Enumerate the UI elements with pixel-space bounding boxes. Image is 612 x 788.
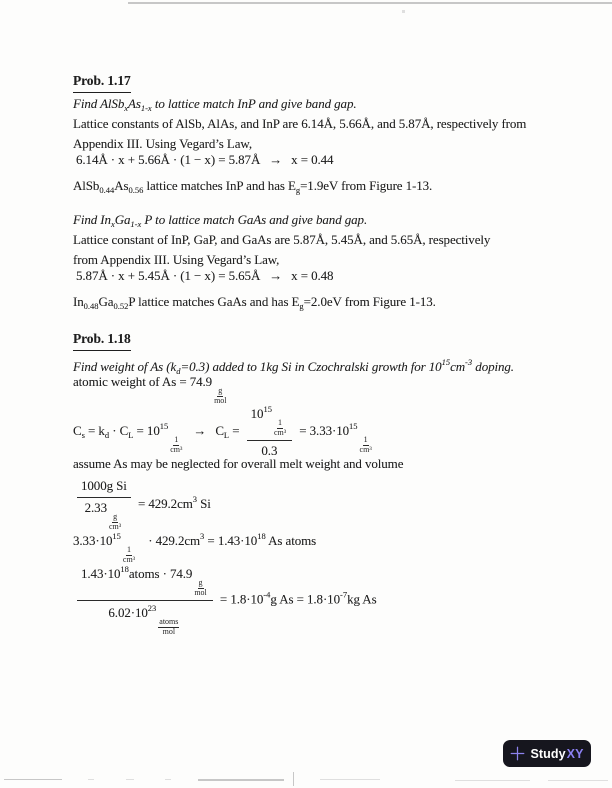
scan-artifact (4, 779, 62, 780)
seg: Lattice constant of InP, GaP, and GaAs are 5.87Å, 5.45Å, and 5.65Å, respectively (73, 232, 491, 247)
sup: 18 (257, 531, 266, 541)
seg: assume As may be neglected for overall melt weight and volume (73, 456, 404, 471)
heading-text: Prob. 1.17 (73, 71, 131, 93)
seg: kg As (347, 591, 377, 607)
seg: 2.33 (84, 499, 107, 515)
sub: s (81, 429, 85, 440)
denominator: 0.3 (261, 443, 278, 459)
seg: = (229, 422, 243, 438)
unit-fraction-g-per-mol (194, 579, 206, 598)
sup: -3 (465, 357, 473, 367)
seg: atoms (159, 617, 179, 627)
fraction (77, 564, 213, 637)
seg: cm³ (273, 428, 287, 438)
scan-artifact (548, 780, 608, 781)
prob-118-heading (73, 329, 131, 351)
scan-artifact (128, 2, 612, 4)
scan-artifact (198, 779, 284, 781)
result-line-ingap (73, 292, 436, 316)
sub: 1-x (130, 219, 142, 229)
sup: -4 (263, 589, 271, 600)
seg: 1 (126, 545, 131, 554)
seg: mol (214, 396, 227, 406)
sup: 15 (159, 420, 169, 431)
seg: x = 0.44 (291, 152, 334, 167)
sub: d (104, 429, 110, 440)
seg: mol (162, 627, 176, 637)
sub: g (295, 185, 301, 195)
sub: 0.56 (128, 185, 144, 195)
seg: cm (450, 359, 466, 374)
sub: 0.44 (99, 185, 115, 195)
seg: C (73, 422, 82, 438)
seg: 10 (250, 406, 264, 421)
seg: 6.02·10 (108, 605, 148, 621)
seg: 1.43·10 (81, 566, 121, 581)
seg: AlSb (73, 178, 100, 193)
seg: = 429.2cm (134, 495, 193, 511)
seg: Appendix III. Using Vegard’s Law, (73, 136, 253, 151)
scan-artifact (455, 780, 530, 781)
seg: 6.14Å · x + 5.66Å · (1 − x) = 5.87Å (76, 152, 261, 167)
scan-artifact (402, 10, 405, 13)
seg: Lattice constants of AlSb, AlAs, and InP are 6.14Å, 5.66Å, and 5.87Å, respectively from (73, 116, 527, 131)
sub: d (176, 366, 181, 376)
assumption-note (73, 454, 403, 474)
seg: doping. (472, 359, 514, 374)
seg: to lattice match InP and give band gap. (151, 96, 357, 111)
denominator (85, 498, 124, 532)
numerator (77, 564, 213, 601)
seg: lattice matches InP and has E (143, 178, 296, 193)
fraction (247, 404, 292, 460)
seg: = 1.43·10 (204, 533, 258, 548)
sup: 15 (112, 531, 121, 541)
sup: 3 (192, 493, 198, 504)
vegard-equation-1 (76, 152, 333, 168)
seg: C (215, 422, 224, 438)
seg: 3.33·10 (73, 533, 113, 548)
seg: Find AlSb (73, 96, 125, 111)
sub: 1-x (140, 103, 152, 113)
seg: g (113, 511, 118, 521)
seg: 1 (278, 418, 283, 427)
sup: 15 (441, 357, 451, 367)
seg: cm³ (359, 445, 372, 455)
sup: 18 (120, 564, 129, 574)
sup: 15 (349, 420, 358, 431)
atoms-count-equation (73, 531, 316, 565)
seg: atomic weight of As = 74.9 (73, 374, 213, 389)
unit-fraction-atoms-per-mol (158, 618, 179, 637)
seg: As (128, 96, 141, 111)
sub: x (124, 103, 129, 113)
plus-icon (510, 746, 525, 761)
logo-text-study: Study (530, 746, 566, 761)
prob-117-paragraph-1 (73, 114, 526, 154)
seg: = 3.33·10 (296, 422, 350, 438)
seg: Si (197, 495, 211, 511)
unit-fraction-g-per-cm3 (109, 513, 121, 532)
studyxy-logo[interactable] (503, 740, 591, 767)
unit-fraction-per-cm3 (170, 436, 182, 455)
segregation-equation (73, 404, 374, 460)
arrow-glyph: → (193, 422, 207, 438)
sup: 3 (200, 531, 205, 541)
numerator: 1000g Si (77, 478, 131, 498)
numerator (247, 404, 292, 441)
seg: As atoms (265, 533, 317, 548)
scan-artifact (165, 779, 171, 780)
sup: -7 (339, 589, 348, 600)
seg: P lattice matches GaAs and has E (128, 294, 300, 309)
volume-equation (73, 478, 211, 532)
denominator (108, 601, 181, 637)
seg: cm³ (108, 522, 122, 532)
scan-artifact (293, 772, 294, 786)
seg: · 429.2cm (145, 533, 201, 548)
sup: 23 (147, 603, 157, 614)
seg: =0.3) added to 1kg Si in Czochralski growth for 10 (180, 359, 442, 374)
seg: = 10 (133, 422, 160, 438)
scan-artifact (88, 779, 94, 780)
seg: =2.0eV from Figure 1-13. (303, 294, 436, 309)
heading-text: Prob. 1.18 (73, 329, 131, 351)
seg: Ga (114, 212, 131, 227)
seg: = k (84, 422, 105, 438)
seg: =1.9eV from Figure 1-13. (300, 178, 433, 193)
arrow-glyph: → (269, 152, 283, 167)
fraction (77, 478, 131, 532)
scan-artifact (320, 779, 380, 780)
seg: g As = 1.8·10 (270, 591, 340, 607)
sub: x (110, 219, 115, 229)
seg: cm³ (170, 445, 183, 455)
logo-text-xy: XY (566, 746, 584, 761)
seg: g (218, 386, 223, 395)
scan-artifact (126, 779, 134, 780)
seg: In (73, 294, 84, 309)
seg: Find weight of As (k (73, 359, 177, 374)
seg: atoms · 74.9 (128, 566, 193, 581)
seg: g (198, 578, 203, 587)
seg: · C (109, 422, 129, 438)
arrow-glyph: → (269, 268, 283, 283)
seg: 1 (174, 434, 179, 444)
sub: L (223, 429, 230, 440)
seg: 5.87Å · x + 5.45Å · (1 − x) = 5.65Å (76, 268, 261, 283)
prob-117-paragraph-2 (73, 230, 490, 270)
sub: 0.52 (113, 301, 129, 311)
seg: x = 0.48 (291, 268, 334, 283)
seg: from Appendix III. Using Vegard’s Law, (73, 252, 280, 267)
unit-fraction-per-cm3 (123, 546, 135, 565)
unit-fraction-per-cm3 (360, 436, 372, 455)
sub: 0.48 (83, 301, 99, 311)
seg: 1 (363, 434, 368, 444)
seg: P to lattice match GaAs and give band gap. (141, 212, 368, 227)
sub: g (299, 301, 304, 311)
unit-fraction-per-cm3 (274, 419, 286, 438)
seg: As (114, 178, 129, 193)
sup: 15 (263, 404, 272, 414)
mass-equation (73, 564, 377, 637)
result-line-alsbas (73, 176, 432, 200)
prob-117-heading (73, 71, 131, 93)
sub: L (128, 429, 134, 440)
vegard-equation-2 (76, 268, 333, 284)
seg: mol (194, 588, 207, 598)
seg: = 1.8·10 (216, 591, 264, 607)
atomic-weight-line (73, 374, 229, 406)
seg: Ga (98, 294, 114, 309)
seg: Find In (73, 212, 111, 227)
seg: cm³ (122, 555, 136, 565)
